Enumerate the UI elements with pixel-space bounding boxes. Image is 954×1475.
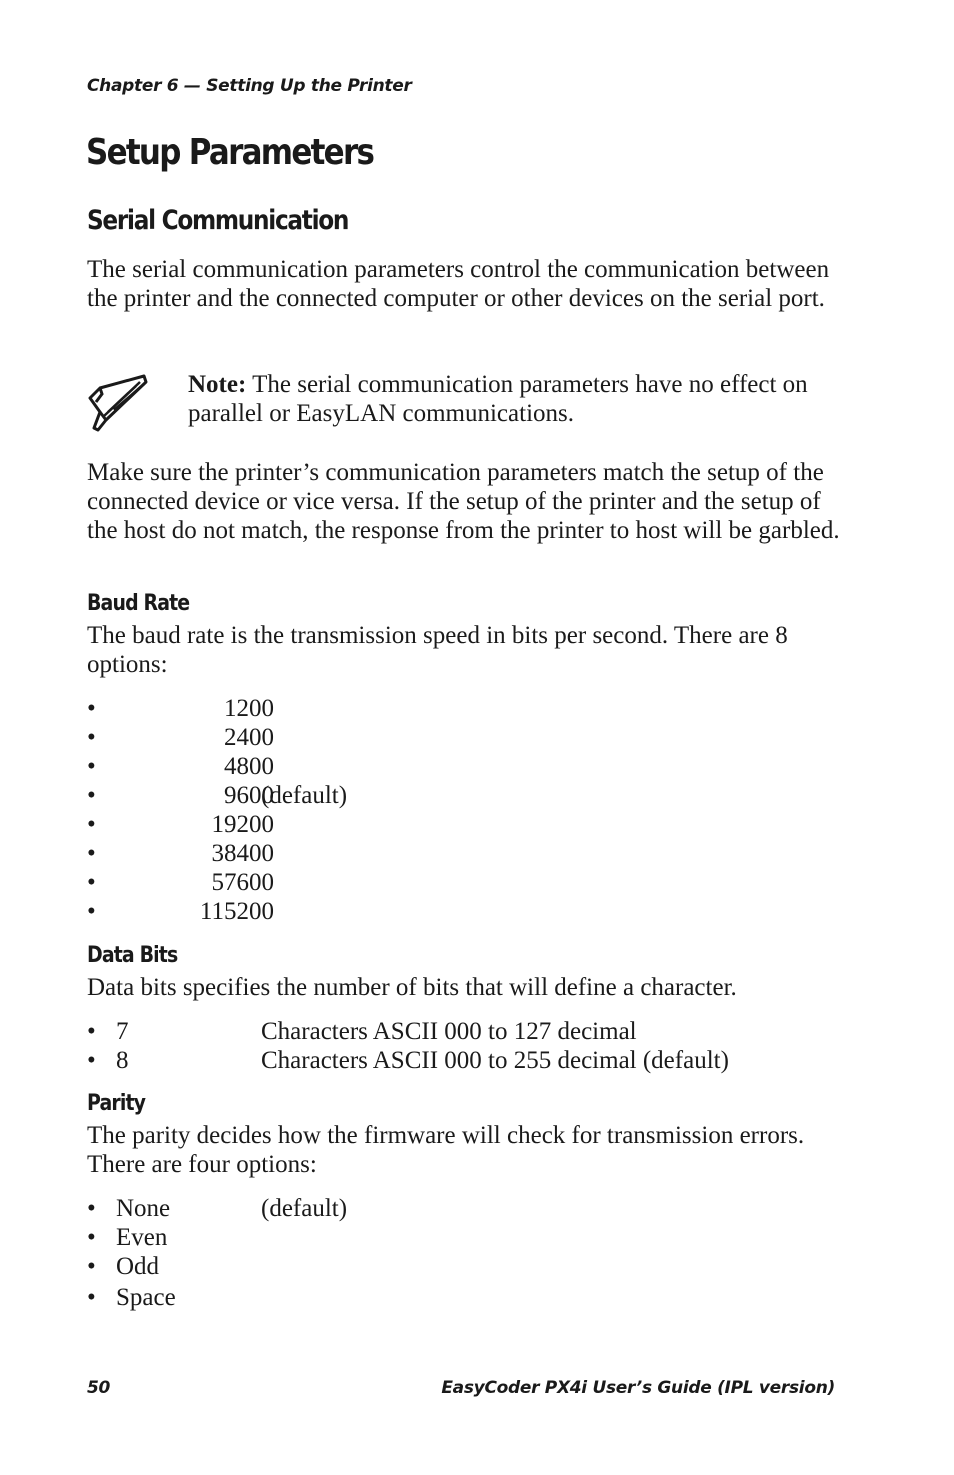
parity-heading: Parity <box>87 1091 146 1116</box>
list-item <box>87 810 807 839</box>
page-number: 50 <box>87 1378 111 1398</box>
option-value: 7 <box>116 1018 129 1045</box>
list-item <box>87 723 807 752</box>
list-item <box>87 1223 807 1252</box>
option-value: 19200 <box>211 811 274 838</box>
option-value: Even <box>116 1224 168 1251</box>
list-item <box>87 897 807 926</box>
bullet: • <box>87 782 96 809</box>
option-value: 8 <box>116 1047 129 1074</box>
bullet: • <box>87 724 96 751</box>
list-item <box>87 868 807 897</box>
option-value: 1200 <box>224 695 274 722</box>
bullet: • <box>87 869 96 896</box>
option-value: Odd <box>116 1253 160 1280</box>
note-pencil-icon <box>86 372 150 434</box>
list-item <box>87 839 807 868</box>
list-item <box>87 1017 807 1046</box>
note-body: The serial communication parameters have no effect on parallel or EasyLAN communications. <box>188 371 808 427</box>
parity-list <box>87 1194 807 1312</box>
baud-rate-list <box>87 694 807 926</box>
bullet: • <box>87 1284 96 1311</box>
chapter-header: Chapter 6 — Setting Up the Printer <box>87 76 412 96</box>
section-title: Serial Communication <box>87 205 349 236</box>
guide-title: EasyCoder PX4i User’s Guide (IPL version) <box>441 1378 835 1398</box>
data-bits-text: Data bits specifies the number of bits that will define a character. <box>87 974 737 1001</box>
baud-rate-heading: Baud Rate <box>87 591 190 616</box>
page-title: Setup Parameters <box>86 132 374 173</box>
list-item <box>87 1283 807 1312</box>
option-value: Space <box>116 1284 176 1311</box>
note-label: Note: <box>188 371 247 398</box>
intro-paragraph: The serial communication parameters control the communication between the printer and the connected computer or other devices on the serial port. <box>87 256 830 312</box>
bullet: • <box>87 1047 96 1074</box>
data-bits-list <box>87 1017 807 1075</box>
option-value: 9600 <box>224 782 274 809</box>
option-description: (default) <box>261 782 348 809</box>
list-item <box>87 1046 807 1075</box>
list-item <box>87 781 807 810</box>
option-value: 115200 <box>199 898 274 925</box>
match-paragraph: Make sure the printer’s communication parameters match the setup of the connected device or vice versa. If the setup of the printer and the setup of the host do not match, the response from the printer to host will be garbled. <box>87 459 840 544</box>
bullet: • <box>87 840 96 867</box>
option-description: Characters ASCII 000 to 127 decimal <box>261 1018 637 1045</box>
list-item <box>87 752 807 781</box>
option-value: 4800 <box>224 753 274 780</box>
bullet: • <box>87 1018 96 1045</box>
option-value: 57600 <box>211 869 274 896</box>
option-value: 38400 <box>211 840 274 867</box>
parity-text: The parity decides how the firmware will check for transmission errors. There are four options: <box>87 1122 805 1178</box>
bullet: • <box>87 695 96 722</box>
option-value: 2400 <box>224 724 274 751</box>
bullet: • <box>87 811 96 838</box>
bullet: • <box>87 1224 96 1251</box>
bullet: • <box>87 898 96 925</box>
note-text <box>188 370 848 428</box>
bullet: • <box>87 753 96 780</box>
data-bits-heading: Data Bits <box>87 943 178 968</box>
option-value: None <box>116 1195 171 1222</box>
baud-rate-text: The baud rate is the transmission speed in bits per second. There are 8 options: <box>87 622 788 678</box>
option-description: Characters ASCII 000 to 255 decimal (default) <box>261 1047 729 1074</box>
bullet: • <box>87 1253 96 1280</box>
bullet: • <box>87 1195 96 1222</box>
list-item <box>87 1194 807 1223</box>
list-item <box>87 694 807 723</box>
list-item <box>87 1252 807 1281</box>
option-description: (default) <box>261 1195 348 1222</box>
